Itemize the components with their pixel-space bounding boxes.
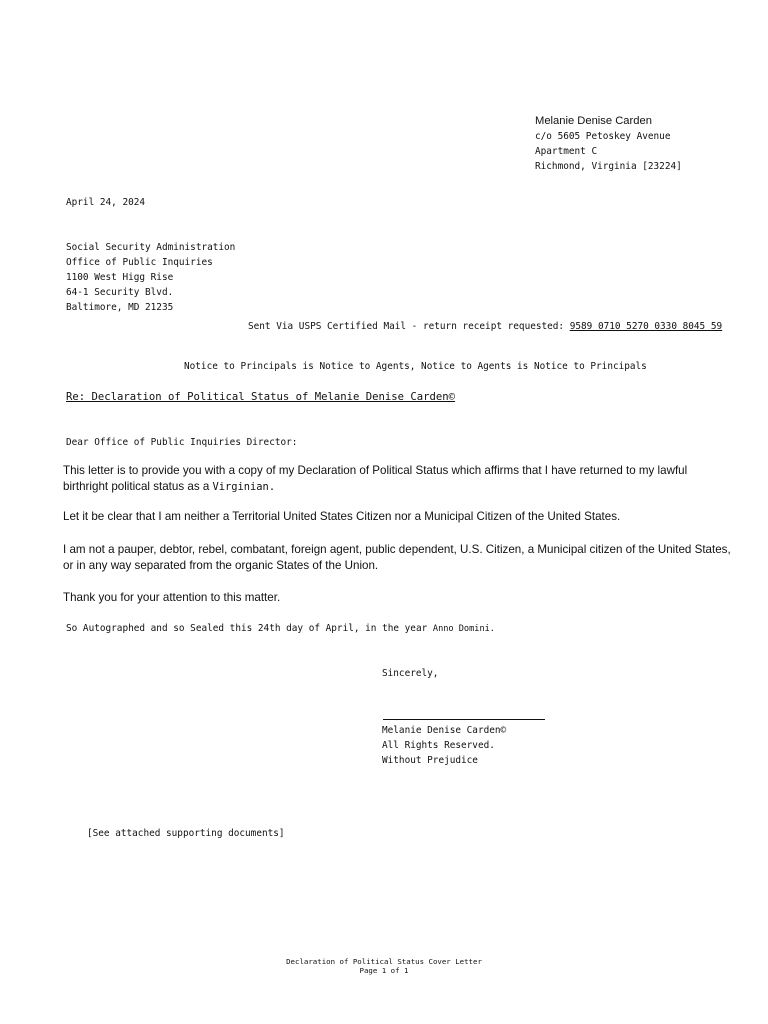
tracking-number: 9589 0710 5270 0330 8045 59 [569,321,723,332]
notice-line: Notice to Principals is Notice to Agents, Notice to Agents is Notice to Principals [184,361,647,372]
page-footer [0,957,768,975]
delivery-text: Sent Via USPS Certified Mail - return receipt requested: [248,321,565,332]
closing-era: Anno Domini. [432,624,495,634]
footer-page: Page 1 of 1 [359,966,409,975]
closing-statement [66,621,495,637]
body-paragraph [63,542,731,574]
delivery-method [248,319,722,334]
political-status: Virginian. [212,481,276,493]
rights-reserved: All Rights Reserved. [382,740,495,751]
signer-name: Melanie Denise Carden© [382,725,507,736]
subject-line: Re: Declaration of Political Status of Melanie Denise Carden© [66,391,456,403]
body-line: Thank you for your attention to this matter. [63,591,281,604]
recipient-line: 1100 West Higg Rise [66,272,174,283]
body-line: Let it be clear that I am neither a Territorial United States Citizen nor a Municipal Citizen of the United States. [63,510,621,523]
sender-address [535,114,682,174]
recipient-line: Baltimore, MD 21235 [66,302,174,313]
body-paragraph [63,463,687,495]
sincerely: Sincerely, [382,668,439,679]
body-line [63,479,687,495]
body-paragraph [63,509,620,525]
sender-address-line: Apartment C [535,146,598,157]
recipient-line: Office of Public Inquiries [66,257,213,268]
body-text: birthright political status as a [63,480,210,493]
recipient-line: Social Security Administration [66,242,236,253]
signature-block [382,723,506,768]
body-line: or in any way separated from the organic States of the Union. [63,559,379,572]
body-paragraph [63,590,280,606]
salutation: Dear Office of Public Inquiries Director: [66,437,298,448]
attachments-note: [See attached supporting documents] [87,828,285,839]
closing-text: So Autographed and so Sealed this 24th day of April, in the year [66,623,428,634]
sender-address-line: Richmond, Virginia [23224] [535,161,682,172]
signature-line [383,719,545,720]
body-line: This letter is to provide you with a copy of my Declaration of Political Status which affirms that I have returned to my lawful [63,464,688,477]
sender-name: Melanie Denise Carden [535,115,652,127]
sender-address-line: c/o 5605 Petoskey Avenue [535,131,671,142]
recipient-line: 64-1 Security Blvd. [66,287,174,298]
recipient-address [66,240,235,315]
body-line: I am not a pauper, debtor, rebel, combatant, foreign agent, public dependent, U.S. Citizen, a Municipal citizen of the United States, [63,543,731,556]
letter-date: April 24, 2024 [66,197,146,208]
footer-title: Declaration of Political Status Cover Letter [286,957,482,966]
without-prejudice: Without Prejudice [382,755,478,766]
